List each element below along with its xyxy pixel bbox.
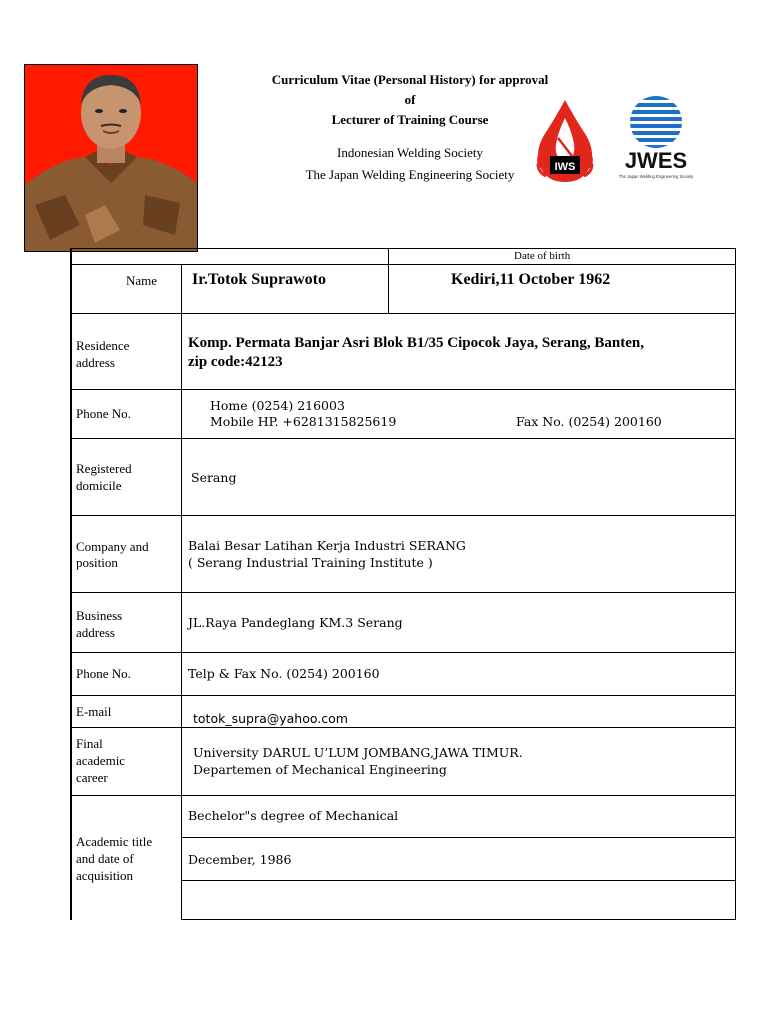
residence-label-1: Residence	[76, 338, 130, 353]
title-value-2: December, 1986	[188, 852, 292, 867]
phone2-label: Phone No.	[76, 666, 131, 681]
header-subtitle: Lecturer of Training Course	[331, 112, 489, 127]
dob-label: Date of birth	[514, 250, 571, 262]
residence-value-2: zip code:42123	[188, 354, 283, 370]
header-of: of	[404, 92, 416, 107]
company-label-1: Company and	[76, 539, 149, 554]
phone-mobile: Mobile HP. +6281315825619	[210, 414, 397, 429]
name-value: Ir.Totok Suprawoto	[192, 271, 326, 288]
business-value: JL.Raya Pandeglang KM.3 Serang	[188, 615, 403, 630]
iws-logo	[532, 98, 598, 184]
header-org-1: Indonesian Welding Society	[336, 145, 484, 160]
company-label-2: position	[76, 555, 118, 570]
applicant-photo	[24, 64, 198, 252]
residence-label-2: address	[76, 355, 115, 370]
dob-value: Kediri,11 October 1962	[451, 271, 611, 288]
career-label-3: career	[76, 770, 108, 785]
iws-logo-text: IWS	[554, 161, 576, 173]
domicile-value: Serang	[191, 470, 237, 485]
company-value-1: Balai Besar Latihan Kerja Industri SERANG	[188, 538, 466, 553]
career-label-1: Final	[76, 736, 103, 751]
business-label-2: address	[76, 625, 115, 640]
email-label: E-mail	[76, 704, 112, 719]
jwes-logo-text: JWES	[624, 148, 688, 173]
phone-label: Phone No.	[76, 406, 131, 421]
title-label-1: Academic title	[76, 834, 153, 849]
residence-value-1: Komp. Permata Banjar Asri Blok B1/35 Cipocok Jaya, Serang, Banten,	[188, 335, 644, 351]
career-value-2: Departemen of Mechanical Engineering	[193, 762, 447, 777]
career-label-2: academic	[76, 753, 126, 768]
fax-number: Fax No. (0254) 200160	[516, 414, 662, 429]
email-value: totok_supra@yahoo.com	[193, 711, 348, 726]
header-org-2: The Japan Welding Engineering Society	[305, 167, 515, 182]
header-title: Curriculum Vitae (Personal History) for approval	[271, 72, 549, 87]
title-value-1: Bechelor"s degree of Mechanical	[188, 808, 399, 823]
company-value-2: ( Serang Industrial Training Institute )	[188, 555, 433, 570]
phone-home: Home (0254) 216003	[210, 398, 345, 413]
phone2-value: Telp & Fax No. (0254) 200160	[188, 666, 380, 681]
jwes-logo	[612, 96, 702, 184]
career-value-1: University DARUL U’LUM JOMBANG,JAWA TIMUR.	[193, 745, 523, 760]
domicile-label-2: domicile	[76, 478, 122, 493]
title-label-2: and date of	[76, 851, 134, 866]
business-label-1: Business	[76, 608, 123, 623]
title-label-3: acquisition	[76, 868, 134, 883]
domicile-label-1: Registered	[76, 461, 132, 476]
jwes-logo-subtext: The Japan Welding Engineering Society	[618, 174, 694, 179]
name-label: Name	[126, 273, 158, 288]
